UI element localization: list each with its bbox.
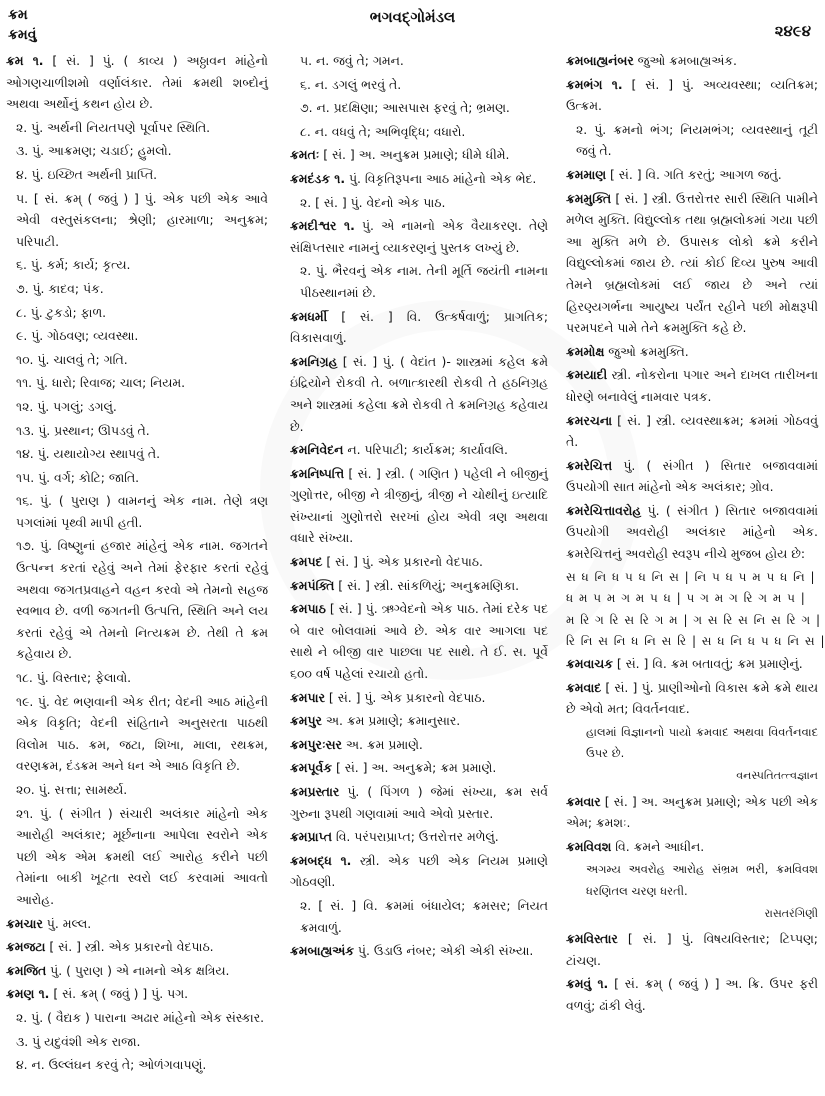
definition-text: [ સં. ક્રમ્ ( જવું ) ] પું. પગ. — [49, 986, 189, 1002]
dictionary-entry — [290, 734, 548, 756]
definition-text: પું. એ નામનો એક વૈયાકરણ. તેણે સંક્ષિપ્તસાર નામનું વ્યાકરણનું પુસ્તક લખ્યું છે. — [290, 218, 549, 255]
citation-source: વનસ્પતિતત્ત્વજ્ઞાન — [736, 769, 818, 782]
headword: ક્રમપ્રાપ્ત — [290, 829, 332, 845]
citation-quote: અગમ્ય અવરોહ આરોહ સંભ્રમ ભરી, ક્રમવિવશ ધરણિતલ ચરણ ધરતી. — [586, 862, 818, 898]
music-notation-line: સ ધ નિ ધ પ ધ નિ સ | નિ પ ધ પ મ પ ધ નિ | — [566, 569, 816, 584]
definition-text: ૨. પું. ( વૈદ્યક ) પારાના અઢાર માંહેનો એક સંસ્કાર. — [16, 1009, 265, 1025]
definition-text: ૨. [ સં. ] વિ. ક્રમમાં બંધાયેલ; ક્રમસર; નિયત ક્રમવાળું. — [300, 897, 548, 935]
entry-sense — [290, 895, 548, 938]
definition-text: ૨૦. પું. સત્તા; સામર્થ્ય. — [16, 782, 128, 797]
definition-text: ૧૫. પું. વર્ગ; કોટિ; જાતિ. — [16, 469, 140, 485]
dictionary-entry — [290, 439, 548, 461]
dictionary-entry — [290, 463, 548, 549]
definition-text: ૩. પું યદુવંશી એક રાજા. — [16, 1033, 141, 1049]
headword: ક્રમરેચિત્તાવરોહ — [566, 502, 642, 518]
entry-sense — [6, 803, 268, 911]
dictionary-entry — [290, 306, 548, 349]
dictionary-entry — [6, 960, 268, 982]
definition-text: ૨. પું. અર્થની નિયતપણે પૂર્વાપર સ્થિતિ. — [16, 119, 211, 135]
definition-text: ૨. [ સં. ] પું. વેદનો એક પાઠ. — [300, 194, 446, 210]
dictionary-entry — [290, 551, 548, 573]
definition-text: [ સં. ક્રમ્ ( જવું ) ] અ. ક્રિ. ઉપર ફરી વળવું; ઢાંકી લેવું. — [566, 976, 818, 1013]
definition-text: અ. ક્રમ પ્રમાણે; ક્રમાનુસાર. — [321, 713, 461, 729]
definition-text: સ્ત્રી. નોકરોના પગાર અને દાખલ તારીખના ધોરણે બનાવેલું નામવાર પત્રક. — [566, 367, 818, 404]
dictionary-entry — [290, 826, 548, 848]
headword: ક્રમજિત — [6, 962, 47, 978]
column-1 — [6, 50, 268, 1078]
entry-sense — [6, 164, 268, 186]
entry-sense — [6, 420, 268, 442]
definition-text: ૩. પું. આક્રમણ; ચડાઈ; હુમલો. — [16, 143, 172, 159]
entry-sense — [6, 467, 268, 489]
entry-sense — [6, 691, 268, 777]
entry-sense — [6, 117, 268, 139]
definition-text: ૬. ન. ડગલું ભરવું તે. — [300, 76, 402, 92]
headword: ક્રમનિગ્રહ — [290, 353, 338, 369]
entry-sense — [6, 779, 268, 801]
definition-text: ૧૬. પું. ( પુરાણ ) વામનનું એક નામ. તેણે ત્રણ પગલાંમાં પૃથ્વી માપી હતી. — [16, 493, 268, 530]
definition-text: [ સં. ] પું. અવ્યવસ્થા; વ્યતિક્રમ; ઉત્ક્રમ. — [566, 76, 818, 114]
definition-text: ૧૭. પું. વિષ્ણુનાં હજાર માંહેનું એક નામ. જગતને ઉત્પન્ન કરતાં રહેવું અને તેમાં ફેરફાર કરતાં રહેવું અથવા જગતપ્રવાહને વહન કરવો એ તેમનો સહજ સ્વભાવ છે. વળી જગતની ઉત્પત્તિ, સ્થિતિ અને લય કરતાં રહેવું એ તેમનો નિત્યક્રમ છે. તેથી તે ક્રમ કહેવાય છે. — [16, 538, 268, 662]
headword: ક્રમરેચિત્ત — [566, 457, 613, 473]
headword: ક્રમબાહ્યનંબર — [566, 53, 634, 68]
entry-sense — [6, 188, 268, 253]
entry-sense — [6, 349, 268, 371]
definition-text: [ સં. ] પું. વિષયવિસ્તાર; ટિપ્પણ; ટાંચણ. — [566, 931, 818, 968]
dictionary-entry — [290, 757, 548, 779]
headword: ક્રમવાદ — [566, 679, 602, 695]
entry-sense — [6, 443, 268, 465]
headword: ક્રમપૂર્વક — [290, 760, 333, 776]
headword: ક્રમપંક્તિ — [290, 577, 335, 593]
dictionary-entry — [290, 781, 548, 824]
headword: ક્રમપાર — [290, 689, 325, 705]
entry-sense — [290, 50, 548, 72]
definition-text: ૬. પું. કર્મ; કાર્ય; કૃત્ય. — [16, 257, 131, 273]
dictionary-entry — [290, 850, 548, 893]
definition-text: અ. ક્રમ પ્રમાણે. — [341, 736, 423, 752]
definition-text: જુઓ ક્રમબાહ્યઅંક. — [633, 53, 737, 68]
entry-sense — [6, 302, 268, 324]
entry-sense — [290, 97, 548, 119]
definition-text: પું. વિકૃતિરૂપના આઠ માંહેનો એક ભેદ. — [345, 170, 537, 186]
definition-text: [ સં. ] પું. એક પ્રકારનો વેદપાઠ. — [322, 554, 483, 570]
definition-text: ૨. પું. ભૈરવનું એક નામ. તેની મૂર્તિ જયંતી નામના પીઠસ્થાનમાં છે. — [300, 263, 548, 300]
entry-sense — [290, 192, 548, 214]
headword: ક્રમ ૧. — [6, 53, 44, 68]
headword: ક્રમણ ૧. — [6, 986, 50, 1002]
dictionary-entry — [566, 500, 818, 565]
headword: ક્રમરચના — [566, 412, 613, 428]
headword: ક્રમવાચક — [566, 656, 613, 672]
definition-text: [ સં. ] સ્ત્રી. વ્યવસ્થાક્રમ; ક્રમમાં ગોઠવવું તે. — [566, 412, 818, 450]
entry-sense — [566, 119, 818, 162]
dictionary-entry — [566, 410, 818, 453]
definition-text: ૭. પું. કાદવ; પંક. — [16, 280, 104, 296]
definition-text: ૨૧. પું. ( સંગીત ) સંચારી અલંકાર માંહેનો એક આરોહી અલંકાર; મૂર્છનાના આપેલા સ્વરોને એક પછી એક એમ ક્રમથી લઈ આરોહ કરીને પછી તેમાંના બાકી ખૂટતા સ્વરો લઈ કરવામાં આવતો આરોહ. — [16, 805, 268, 907]
music-notation-line: ધ મ પ મ ગ મ પ ધ | પ ગ મ ગ રિ ગ મ પ | — [566, 591, 806, 606]
dictionary-entry — [290, 940, 548, 962]
definition-text: ૧૪. પું. યથાયોગ્ય સ્થાપવું તે. — [16, 446, 161, 462]
dictionary-entry — [566, 341, 818, 363]
headword: ક્રમમાણ — [566, 166, 607, 182]
definition-text: [ સં. ] પું. એક પ્રકારનો વેદપાઠ. — [324, 689, 486, 705]
page-number: ૨૪૯૪ — [774, 22, 811, 40]
entry-sense — [290, 74, 548, 96]
page-title: ભગવદ્ગોમંડલ — [369, 8, 456, 26]
definition-text: ૮. પું. ટુકડો; ફાળ. — [16, 304, 107, 320]
definition-text: [ સં. ] વિ. ઉત્કર્ષવાળું; પ્રાગતિક; વિકાસવાળું. — [290, 308, 548, 346]
definition-text: [ સં. ] સ્ત્રી. સાંકળિયું; અનુક્રમણિકા. — [334, 577, 520, 593]
entry-sense — [290, 260, 548, 303]
definition-text: ૧૦. પું. ચાલવું તે; ગતિ. — [16, 351, 128, 367]
definition-text: પું. મલ્લ. — [42, 915, 92, 931]
entry-sense — [6, 372, 268, 394]
music-notation-line: મ રિ ગ રિ સ રિ ગ મ | ગ સ રિ સ નિ સ રિ ગ | — [566, 612, 822, 627]
definition-text: [ સં. ] સ્ત્રી. ઉત્તરોત્તર સારી સ્થિતિ પામીને મળેલ મુક્તિ. વિદ્યુલ્લોક તથા બ્રહ્મલોકમાં ગયા પછી આ મુક્તિ મળે છે. ઉપાસક લોકો ક્રમે કરીને વિદ્યુલ્લોકમાં જાય છે. ત્યાં કોઈ દિવ્ય પુરુષ આવી તેમને બ્રહ્મલોકમાં લઈ જાય છે અને ત્યાં હિરણ્યગર્ભના આયુષ્ય પર્યંત રહીને પછી મોક્ષરૂપી પરમપદને પામે તેને ક્રમમુક્તિ કહે છે. — [566, 190, 818, 336]
entry-sense — [6, 396, 268, 418]
definition-text: પું. ( સંગીત ) સિતાર બજાવવામાં ઉપયોગી અવરોહી અલંકાર માંહેનો એક. ક્રમરેચિત્તનું અવરોહી સ્વરૂપ નીચે મુજબ હોય છે: — [566, 502, 818, 562]
column-3 — [566, 50, 825, 1019]
dictionary-entry — [566, 791, 818, 834]
headword: ક્રમચાર — [6, 915, 43, 931]
dictionary-entry — [566, 928, 818, 971]
dictionary-entry — [566, 164, 818, 186]
dictionary-entry — [290, 168, 548, 190]
dictionary-entry — [6, 913, 268, 935]
headword: ક્રમયાદી — [566, 367, 608, 383]
headword: ક્રમવું ૧. — [566, 976, 609, 992]
definition-text: પું. ( પિંગળ ) જેમાં સંખ્યા, ક્રમ સર્વ ગુરુના રૂપથી ગણવામાં આવે એવો પ્રસ્તાર. — [290, 784, 548, 821]
headword: ક્રમનિવેદન — [290, 442, 344, 458]
definition-text: ૨. પું. ક્રમનો ભંગ; નિયમભંગ; વ્યવસ્થાનું તૂટી જવું તે. — [576, 121, 818, 159]
headword: ક્રમધર્મી — [290, 308, 328, 324]
dictionary-entry — [290, 144, 548, 166]
definition-text: [ સં. ] અ. અનુક્રમે; ક્રમ પ્રમાણે. — [332, 760, 497, 776]
dictionary-entry — [566, 653, 818, 675]
dictionary-entry — [566, 973, 818, 1016]
entry-sense — [6, 1031, 268, 1053]
definition-text: જુઓ ક્રમમુક્તિ. — [604, 343, 689, 359]
guide-word-first: ક્રમ — [8, 7, 28, 23]
definition-text: [ સં. ] સ્ત્રી. એક પ્રકારનો વેદપાઠ. — [45, 939, 214, 955]
dictionary-entry — [6, 50, 268, 115]
column-2 — [290, 50, 548, 964]
headword: ક્રમમુક્તિ — [566, 190, 612, 206]
headword: ક્રમભંગ ૧. — [566, 76, 623, 92]
entry-sense — [6, 1007, 268, 1029]
definition-text: [ સં. ] પું. ઋગ્વેદનો એક પાઠ. તેમાં દરેક પદ બે વાર બોલવામાં આવે છે. એક વાર આગલા પદ સાથે ને બીજી વાર પાછલા પદ સાથે. તે ઈ. સ. પૂર્વે ૬૦૦ વર્ષ પહેલાં રચાયો હતો. — [290, 601, 548, 682]
definition-text: પું. ( પુરાણ ) એ નામનો એક ક્ષત્રિય. — [46, 962, 230, 978]
entry-sense — [6, 667, 268, 689]
definition-text: વિ. પરંપરાપ્રાપ્ત; ઉત્તરોત્તર મળેલું. — [331, 829, 499, 845]
dictionary-entry — [566, 677, 818, 720]
dictionary-entry — [290, 351, 548, 437]
definition-text: ૪. પું. ઇચ્છિત અર્થની પ્રાપ્તિ. — [16, 166, 158, 182]
headword: ક્રમપાઠ — [290, 601, 326, 617]
definition-text: [ સં. ] વિ. ક્રમ બતાવતું; ક્રમ પ્રમાણેનું. — [612, 656, 803, 672]
headword: ક્રમદીશ્વર ૧. — [290, 218, 355, 234]
headword: ક્રમતઃ — [290, 147, 320, 163]
headword: ક્રમમોક્ષ — [566, 343, 605, 359]
dictionary-entry — [566, 188, 818, 339]
dictionary-entry — [290, 598, 548, 684]
dictionary-entry — [566, 50, 818, 72]
dictionary-entry — [290, 575, 548, 597]
headword: ક્રમવિસ્તાર — [566, 931, 618, 947]
entry-sense — [6, 254, 268, 276]
headword: ક્રમદંડક ૧. — [290, 170, 346, 186]
definition-text: સ્ત્રી. એક પછી એક નિયમ પ્રમાણે ગોઠવણી. — [290, 852, 548, 890]
definition-text: ૧૧. પું. ધારો; રિવાજ; ચાલ; નિયમ. — [16, 375, 186, 391]
definition-text: ૯. પું. ગોઠવણ; વ્યવસ્થા. — [16, 328, 139, 344]
definition-text: ૮. ન. વધવું તે; અભિવૃદ્ધિ; વધારો. — [300, 123, 466, 139]
dictionary-entry — [566, 74, 818, 117]
definition-text: પું. ઉડાઉ નંબર; એકી એકી સંખ્યા. — [353, 943, 534, 959]
definition-text: [ સં. ] સ્ત્રી. ( ગણિત ) પહેલી ને બીજીનું ગુણોત્તર, બીજી ને ત્રીજીનું, ત્રીજી ને ચોથીનું ઇત્યાદિ સંખ્યાનાં ગુણોત્તરો સરખાં હોય એવી ત્રણ અથવા વધારે સંખ્યા. — [290, 465, 548, 546]
dictionary-entry — [290, 215, 548, 258]
entry-sense — [6, 1054, 268, 1076]
definition-text: ૧૨. પું. પગલું; ડગલું. — [16, 398, 117, 414]
headword: ક્રમજટા — [6, 939, 46, 955]
definition-text: વિ. ક્રમને આધીન. — [611, 838, 705, 854]
definition-text: ૫. [ સં. ક્રમ્ ( જવું ) ] પું. એક પછી એક આવે એવી વસ્તુસંકલના; શ્રેણી; હારમાળા; અનુક્રમ; પરિપાટી. — [16, 190, 268, 249]
dictionary-entry — [566, 836, 818, 858]
citation-quote: હાલમાં વિજ્ઞાનનો પાયો ક્રમવાદ અથવા વિવર્તનવાદ ઉપર છે. — [586, 724, 818, 761]
entry-sense — [6, 490, 268, 533]
guide-word-last: ક્રમવું — [8, 27, 37, 43]
dictionary-entry — [566, 364, 818, 407]
entry-sense — [6, 140, 268, 162]
music-notation-line: રિ નિ સ નિ ધ નિ સ રિ | સ ધ નિ ધ પ ધ નિ સ | — [566, 634, 825, 649]
dictionary-entry — [290, 687, 548, 709]
headword: ક્રમપુરઃસર — [290, 736, 342, 752]
definition-text: ૧૯. પું. વેદ ભણવાની એક રીત; વેદની આઠ માંહેની એક વિકૃતિ; વેદની સંહિતાને અનુસરતા પાઠથી વિલોમ પાઠ. ક્રમ, જટા, શિખા, માલા, રથક્રમ, વરણક્રમ, દંડક્રમ અને ધન એ આઠ વિકૃતિ છે. — [16, 693, 268, 774]
definition-text: ન. પરિપાટી; કાર્યક્રમ; કાર્યાવલિ. — [343, 442, 508, 458]
definition-text: ૧૮. પું. વિસ્તાર; ફેલાવો. — [16, 670, 132, 686]
headword: ક્રમપદ — [290, 554, 323, 570]
entry-sense — [290, 121, 548, 143]
headword: ક્રમવિવશ — [566, 838, 612, 854]
definition-text: [ સં. ] અ. અનુક્રમ પ્રમાણે; એક પછી એક એમ; ક્રમશઃ. — [566, 793, 818, 831]
headword: ક્રમપુર — [290, 713, 322, 729]
definition-text: ૪. ન. ઉલ્લંઘન કરવું તે; ઓળંગવાપણું. — [16, 1057, 207, 1073]
definition-text: ૧૩. પું. પ્રસ્થાન; ઊપડવું તે. — [16, 422, 150, 438]
definition-text: [ સં. ] પું. ( કાવ્ય ) અઠ્ઠાવન માંહેનો ઓગણચાળીશમો વર્ણાલંકાર. તેમાં ક્રમથી શબ્દોનું અથવા અર્થોનું કથન હોય છે. — [6, 53, 269, 112]
definition-text: [ સં. ] અ. અનુક્રમ પ્રમાણે; ધીમે ધીમે. — [319, 147, 510, 163]
definition-text: ૫. ન. જવું તે; ગમન. — [300, 53, 404, 68]
definition-text: [ સં. ] પું. ( વેદાંત )- શાસ્ત્રમાં કહેલ ક્રમે ઇંદ્રિયોને રોકવી તે. બળાત્કારથી રોકવી તે હઠનિગ્રહ અને શાસ્ત્રમાં કહેલા ક્રમે રોકવી તે ક્રમનિગ્રહ કહેવાય છે. — [290, 353, 548, 434]
definition-text: [ સં. ] પું. પ્રાણીઓનો વિકાસ ક્રમે ક્રમે થાય છે એવો મત; વિવર્તનવાદ. — [566, 679, 818, 717]
dictionary-entry — [290, 710, 548, 732]
definition-text: ૭. ન. પ્રદક્ષિણા; આસપાસ ફરવું તે; ભ્રમણ. — [300, 100, 510, 116]
definition-text: [ સં. ] વિ. ગતિ કરતું; આગળ જતું. — [606, 166, 782, 182]
dictionary-entry — [6, 936, 268, 958]
headword: ક્રમવાર — [566, 793, 601, 809]
definition-text: પું. ( સંગીત ) સિતાર બજાવવામાં ઉપયોગી સાત માંહેનો એક અલંકાર; ગ્રોવ. — [566, 457, 818, 495]
headword: ક્રમપ્રસ્તાર — [290, 784, 340, 799]
headword: ક્રમનિષ્પત્તિ — [290, 465, 345, 481]
entry-sense — [6, 535, 268, 665]
citation-source: રાસતરંગિણી — [764, 906, 818, 920]
dictionary-entry — [6, 983, 268, 1005]
headword: ક્રમબાહ્યઅંક — [290, 943, 354, 959]
entry-sense — [6, 325, 268, 347]
entry-sense — [6, 278, 268, 300]
headword: ક્રમબદ્ધ ૧. — [290, 852, 352, 868]
dictionary-entry — [566, 455, 818, 498]
